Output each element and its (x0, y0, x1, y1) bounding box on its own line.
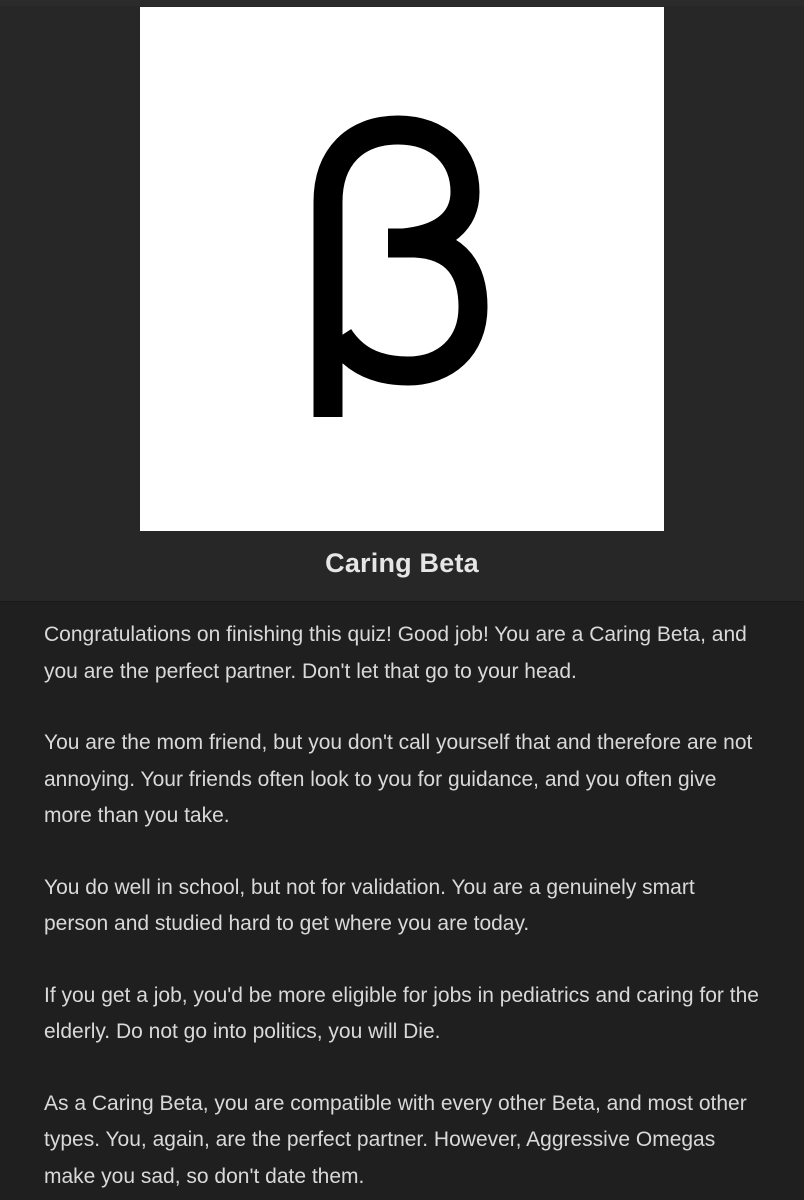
result-title: Caring Beta (325, 548, 479, 578)
result-description (44, 617, 764, 1200)
description-paragraph: You do well in school, but not for validation. You are a genuinely smart person and studied hard to get where you are today. (44, 875, 695, 935)
description-paragraph: You are the mom friend, but you don't call yourself that and therefore are not annoying. Your friends often look to you for guidance, and you often give more than you take. (44, 731, 753, 827)
top-edge (0, 0, 804, 6)
beta-symbol-icon (140, 7, 664, 531)
description-paragraph: As a Caring Beta, you are compatible with every other Beta, and most other types. You, again, are the perfect partner. However, Aggressive Omegas make you sad, so don't date them. (44, 1091, 747, 1188)
divider (0, 601, 804, 602)
description-paragraph: If you get a job, you'd be more eligible for jobs in pediatrics and caring for the elderly. Do not go into politics, you will Die. (44, 983, 759, 1043)
result-image (140, 7, 664, 531)
description-paragraph: Congratulations on finishing this quiz! Good job! You are a Caring Beta, and you are the perfect partner. Don't let that go to your head. (44, 623, 747, 683)
